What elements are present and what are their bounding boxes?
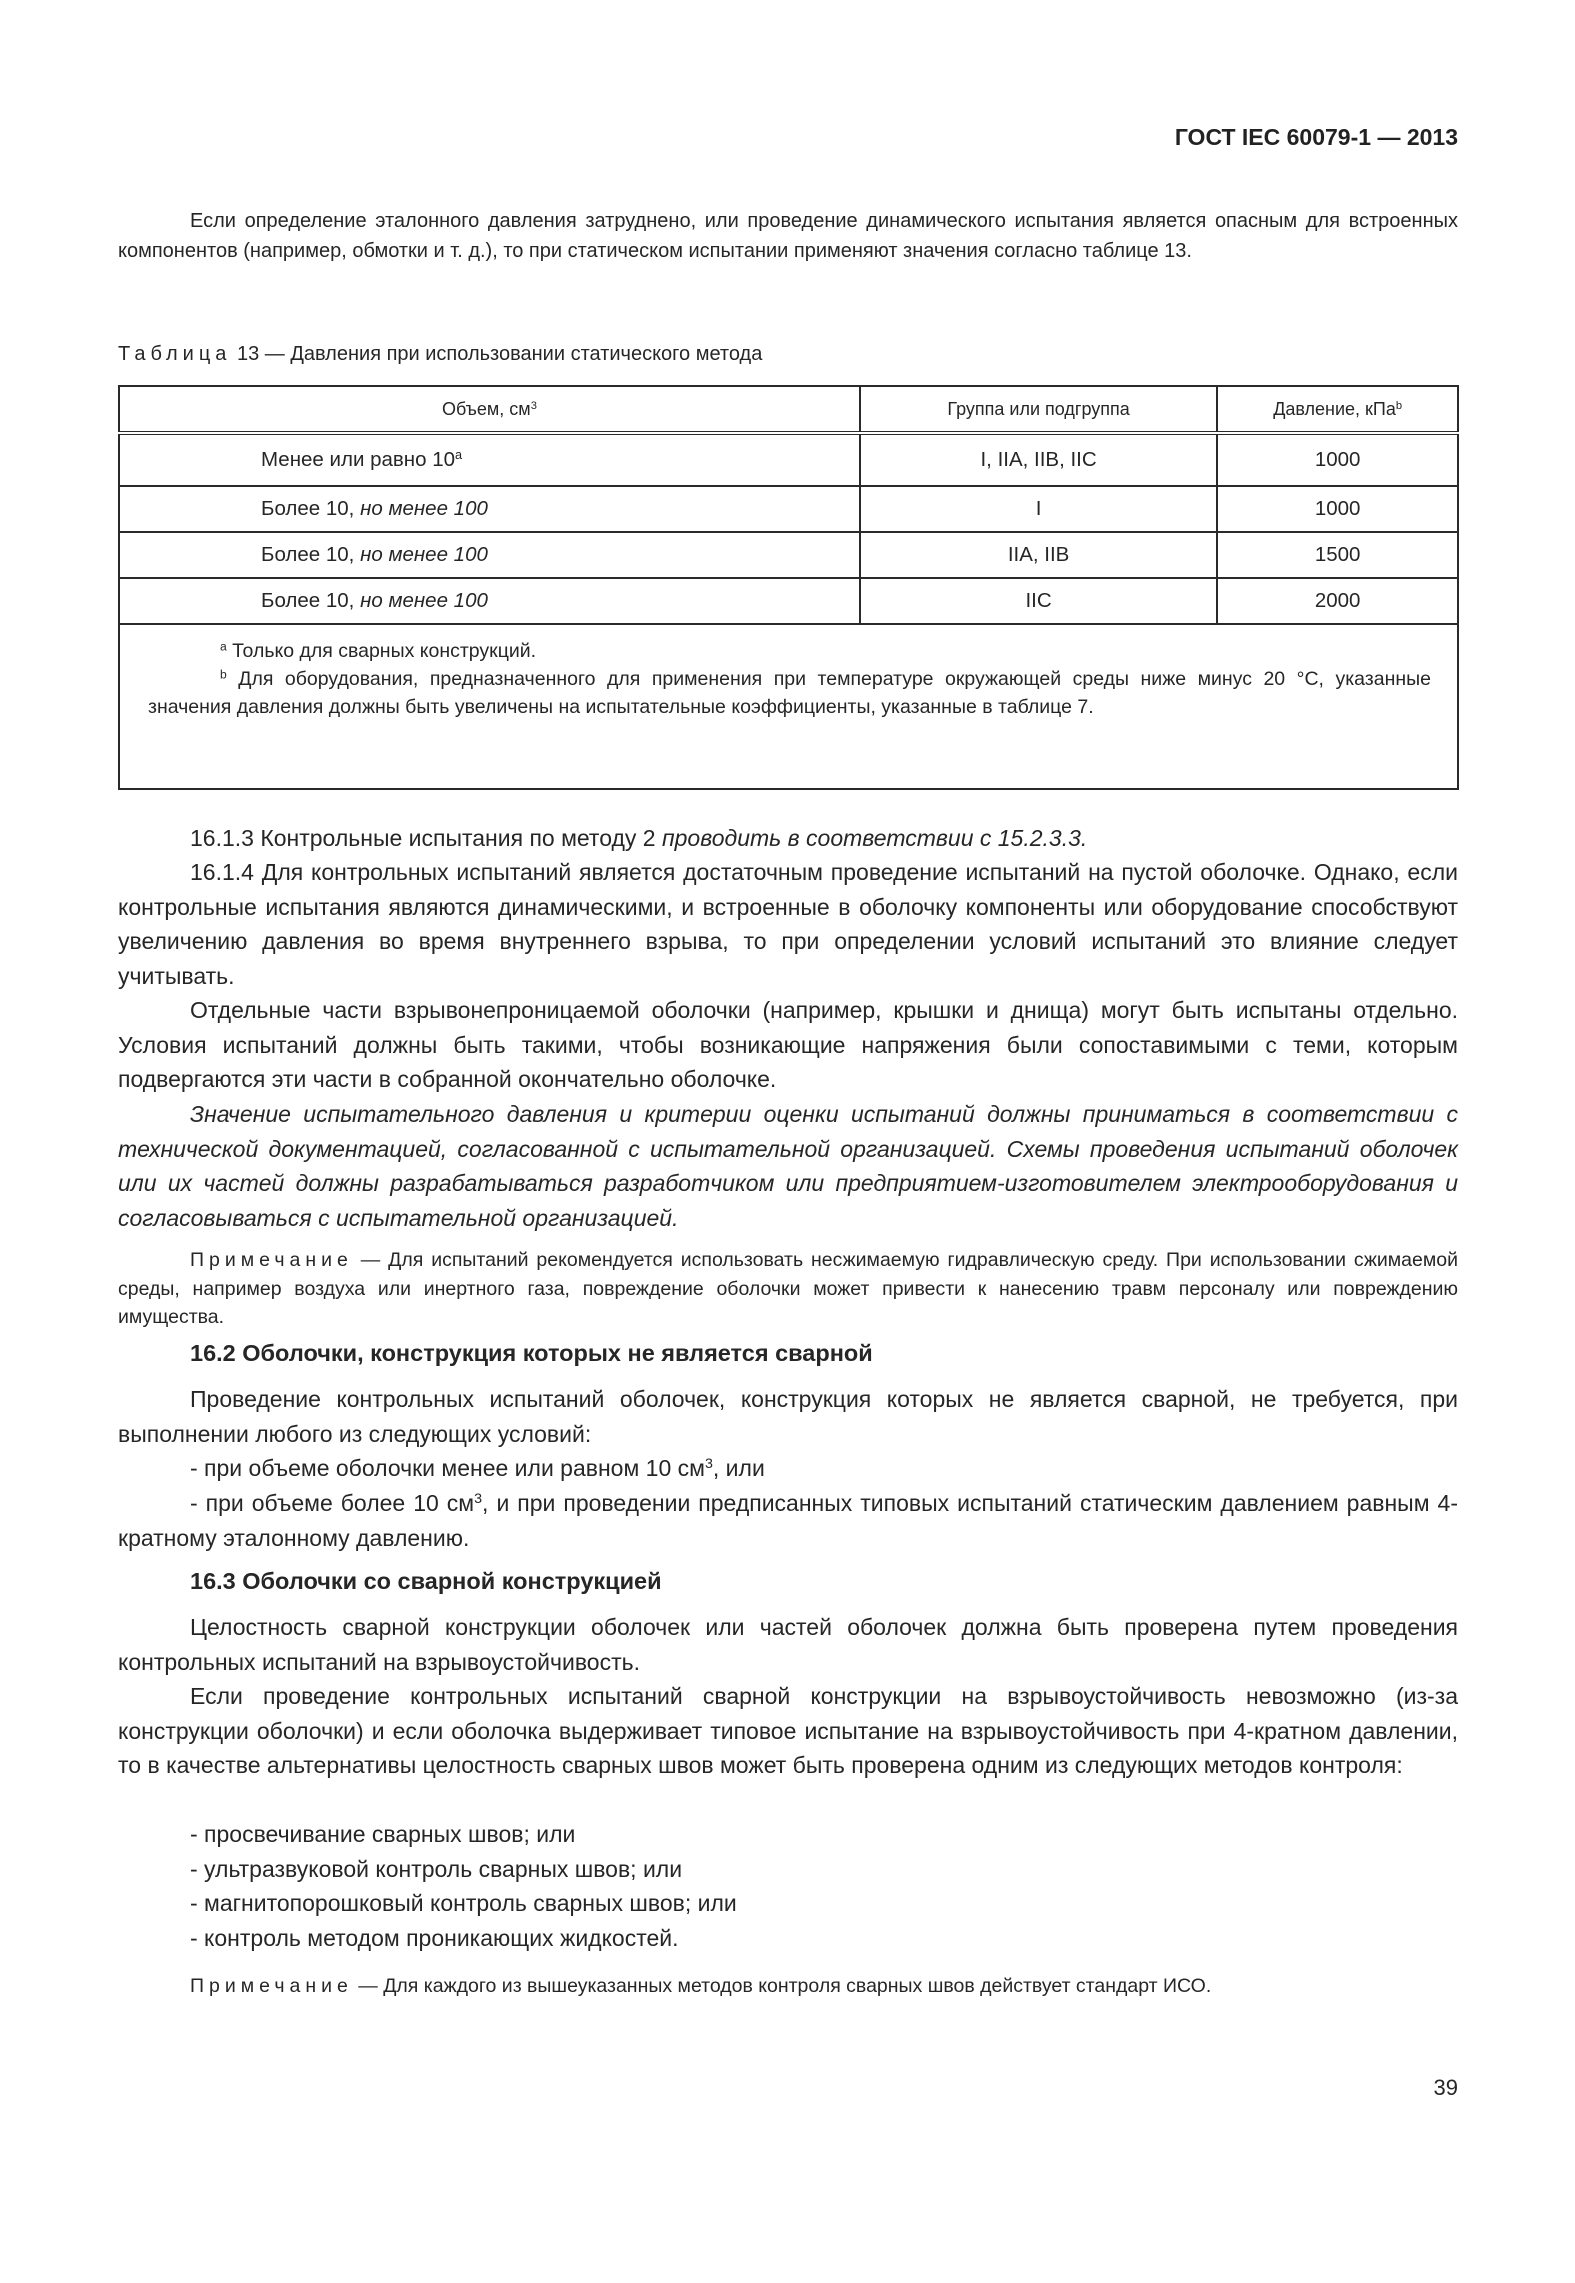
cell-volume: Более 10, но менее 100 [119,486,860,532]
table-caption [118,340,762,368]
cell-volume: Менее или равно 10$^a$ [119,433,860,486]
document-standard-header: ГОСТ IEC 60079-1 — 2013 [1174,124,1458,150]
list-item: - при объеме оболочки менее или равном 10 $см^3$, или [190,1455,765,1481]
pressure-table [118,385,1459,790]
cell-pressure: 2000 [1217,578,1458,624]
cell-group: I, IIA, IIB, IIC [860,433,1217,486]
section-16-1-4: 16.1.4 Для контрольных испытаний является достаточным проведение испытаний на пустой оболочке. Однако, если контрольные испытания являются динамическими, и встроенные в оболочку компоненты или оборудование способствуют увеличению давления во время внутреннего взрыва, то при определении условий испытаний это влияние следует учитывать. [118,859,1458,989]
table-footnotes-row [119,624,1458,789]
header-group: Группа или подгруппа [860,386,1217,433]
note-iso-standard [118,1972,1458,2001]
separate-parts-paragraph: Отдельные части взрывонепроницаемой оболочки (например, крышки и днища) могут быть испытаны отдельно. Условия испытаний должны быть такими, чтобы возникающие напряжения были сопоставимыми с теми, которым подвергаются эти части в собранной окончательно оболочке. [118,997,1458,1092]
list-item: - ультразвуковой контроль сварных швов; или [190,1856,683,1882]
list-item: - контроль методом проникающих жидкостей. [190,1925,679,1951]
cell-pressure: 1000 [1217,433,1458,486]
page-number: 39 [1433,2075,1458,2100]
cell-pressure: 1000 [1217,486,1458,532]
table-footnotes [119,624,1458,789]
cell-pressure: 1500 [1217,532,1458,578]
table-row [119,486,1458,532]
section-16-1-3: 16.1.3 Контрольные испытания по методу 2 проводить в соответствии с 15.2.3.3. [190,825,1088,851]
header-volume: Объем, $см^3$ [119,386,860,433]
table-row [119,532,1458,578]
list-item: - магнитопорошковый контроль сварных швов; или [190,1890,737,1916]
section-16-2-intro: Проведение контрольных испытаний оболочек, конструкция которых не является сварной, не требуется, при выполнении любого из следующих условий: [118,1386,1458,1447]
section-16-3-p1: Целостность сварной конструкции оболочек или частей оболочек должна быть проверена путем проведения контрольных испытаний на взрывоустойчивость. [118,1614,1458,1675]
cell-group: IIC [860,578,1217,624]
footnote-b: $^b$ Для оборудования, предназначенного для применения при температуре окружающей среды ниже минус 20 °C, указанные значения давления должны быть увеличены на испытательные коэффициенты, указанные в таблице 7. [148,667,1431,718]
table-caption-label: Таблица [118,343,232,365]
cell-group: I [860,486,1217,532]
heading-16-3: 16.3 Оболочки со сварной конструкцией [190,1568,662,1594]
cell-volume: Более 10, но менее 100 [119,532,860,578]
table-row [119,578,1458,624]
intro-paragraph: Если определение эталонного давления затруднено, или проведение динамического испытания является опасным для встроенных компонентов (например, обмотки и т. д.), то при статическом испытании применяют значения согласно таблице 13. [118,210,1458,262]
table-caption-title: 13 — Давления при использовании статического метода [236,343,763,365]
list-item: - при объеме более 10 $см^3$, и при проведении предписанных типовых испытаний статическим давлением равным 4-кратному эталонному давлению. [118,1490,1458,1551]
note-label: Примечание [190,1249,353,1271]
table-header-row [119,386,1458,433]
header-pressure: Давление, кПа$^b$ [1217,386,1458,433]
section-16-3-p2: Если проведение контрольных испытаний сварной конструкции на взрывоустойчивость невозможно (из-за конструкции оболочки) и если оболочка выдерживает типовое испытание на взрывоустойчивость при 4-кратном давлении, то в качестве альтернативы целостность сварных швов может быть проверена одним из следующих методов контроля: [118,1683,1458,1778]
heading-16-2: 16.2 Оболочки, конструкция которых не является сварной [190,1340,873,1366]
table-row [119,433,1458,486]
test-pressure-paragraph: Значение испытательного давления и критерии оценки испытаний должны приниматься в соответствии с технической документацией, согласованной с испытательной организацией. Схемы проведения испытаний оболочек или их частей должны разрабатываться разработчиком или предприятием-изготовителем электрооборудования и согласовываться с испытательной организацией. [118,1101,1458,1231]
list-item: - просвечивание сварных швов; или [190,1821,576,1847]
note-text: — Для каждого из вышеуказанных методов контроля сварных швов действует стандарт ИСО. [358,1975,1212,1997]
footnote-a: $^a$ Только для сварных конструкций. [220,639,537,662]
note-label: Примечание [190,1975,353,1997]
cell-volume: Более 10, но менее 100 [119,578,860,624]
cell-group: IIA, IIB [860,532,1217,578]
note-text: — Для испытаний рекомендуется использовать несжимаемую гидравлическую среду. При использовании сжимаемой среды, например воздуха или инертного газа, повреждение оболочки может привести к нанесению травм персоналу или повреждению имущества. [118,1249,1458,1328]
note-hydraulic [118,1246,1458,1332]
